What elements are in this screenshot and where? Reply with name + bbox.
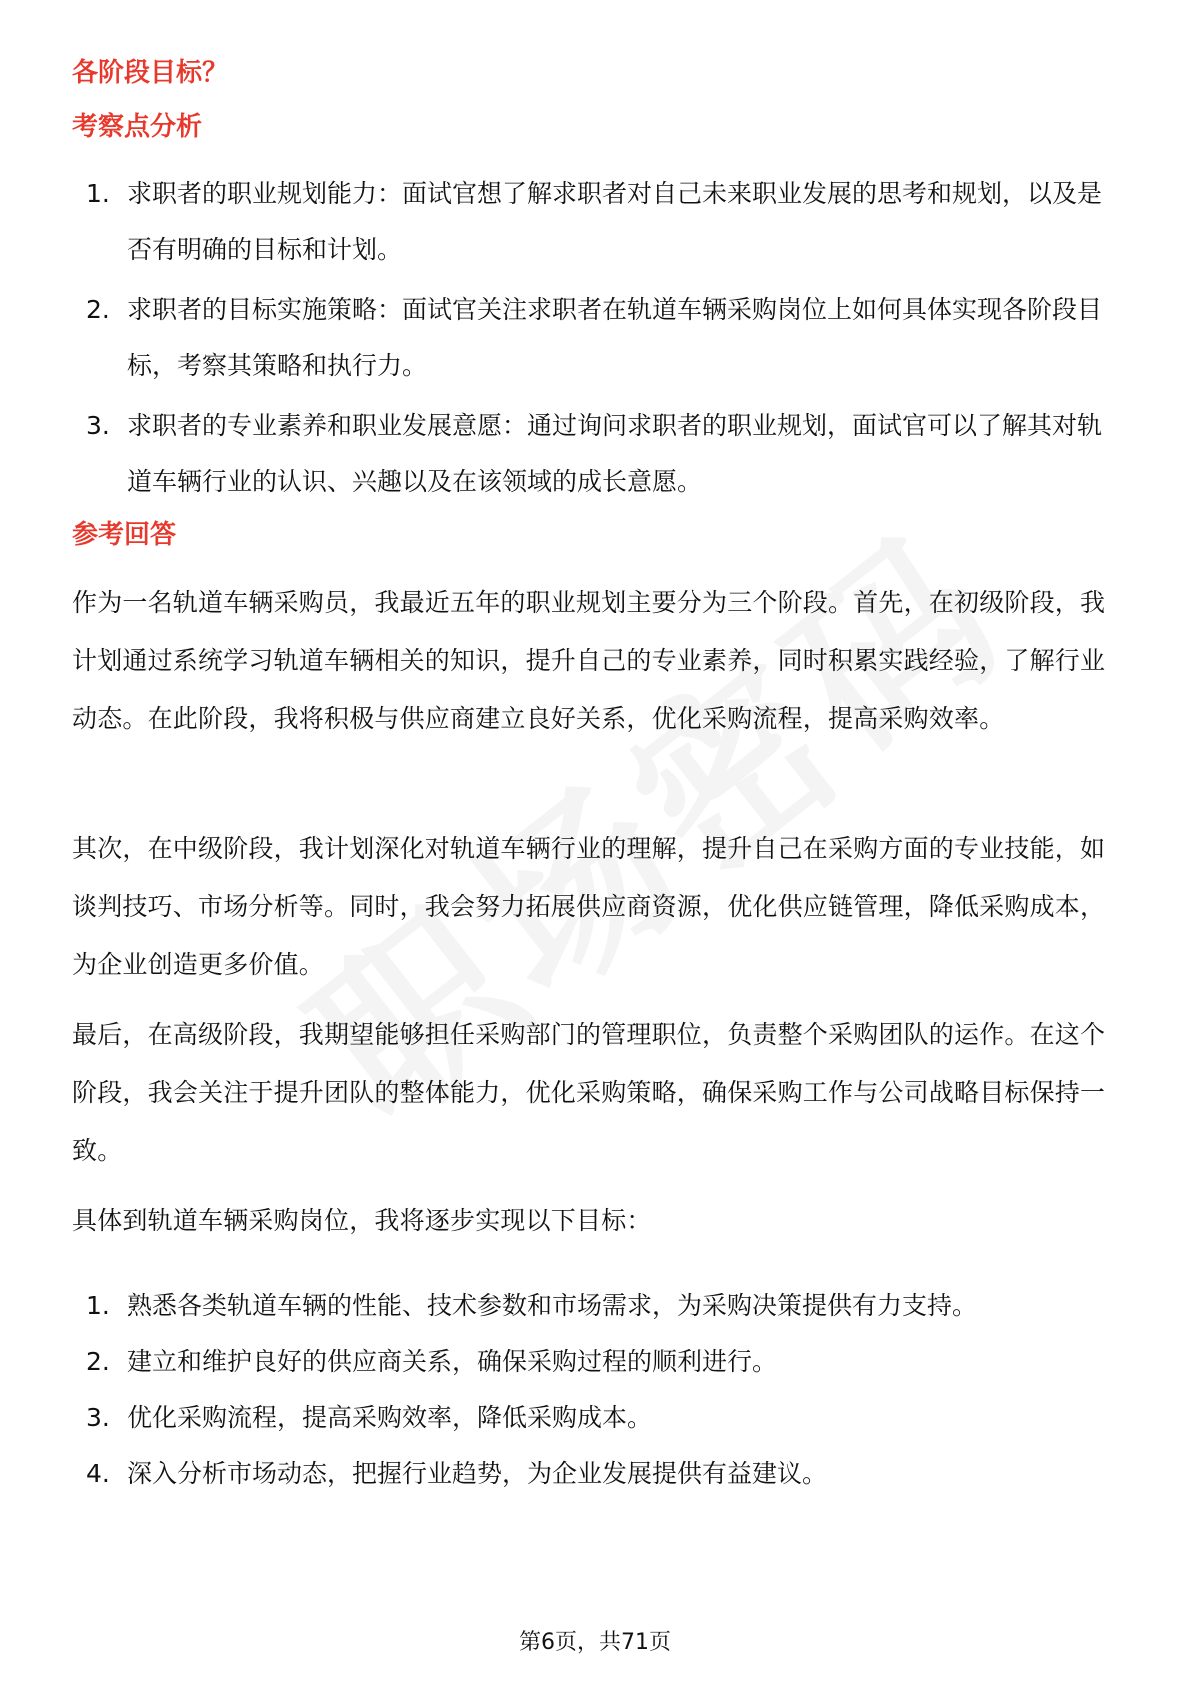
list-item-text: 建立和维护良好的供应商关系，确保采购过程的顺利进行。: [127, 1347, 778, 1376]
answer-paragraph-2: 其次，在中级阶段，我计划深化对轨道车辆行业的理解，提升自己在采购方面的专业技能，如谈判技巧、市场分析等。同时，我会努力拓展供应商资源，优化供应链管理，降低采购成本，为企业创造更多价值。: [72, 834, 1106, 979]
list-item: [72, 166, 1122, 278]
section-heading-goals: 各阶段目标？: [72, 58, 229, 88]
answer-paragraph-3: 最后，在高级阶段，我期望能够担任采购部门的管理职位，负责整个采购团队的运作。在这个阶段，我会关注于提升团队的整体能力，优化采购策略，确保采购工作与公司战略目标保持一致。: [72, 1020, 1106, 1165]
answer-paragraph-4: 具体到轨道车辆采购岗位，我将逐步实现以下目标：: [72, 1206, 652, 1235]
page-footer: 第6页，共71页: [519, 1630, 671, 1655]
analysis-list: [72, 166, 1122, 510]
list-number: 2.: [86, 1347, 110, 1376]
list-item-text: 求职者的目标实施策略：面试官关注求职者在轨道车辆采购岗位上如何具体实现各阶段目标，考察其策略和执行力。: [127, 295, 1103, 380]
list-item: [72, 398, 1122, 510]
list-number: 2.: [86, 295, 110, 324]
list-item: [72, 1446, 1122, 1502]
list-item-text: 熟悉各类轨道车辆的性能、技术参数和市场需求，为采购决策提供有力支持。: [127, 1291, 978, 1320]
section-heading-analysis: 考察点分析: [72, 112, 203, 142]
list-item-text: 优化采购流程，提高采购效率，降低采购成本。: [127, 1403, 653, 1432]
list-item: [72, 1390, 1122, 1446]
goals-list: [72, 1278, 1122, 1502]
answer-paragraph-1: 作为一名轨道车辆采购员，我最近五年的职业规划主要分为三个阶段。首先，在初级阶段，我计划通过系统学习轨道车辆相关的知识，提升自己的专业素养，同时积累实践经验，了解行业动态。在此阶段，我将积极与供应商建立良好关系，优化采购流程，提高采购效率。: [72, 588, 1106, 733]
section-heading-answer: 参考回答: [72, 520, 177, 550]
list-item-text: 深入分析市场动态，把握行业趋势，为企业发展提供有益建议。: [127, 1459, 828, 1488]
list-item: [72, 282, 1122, 394]
list-item-text: 求职者的职业规划能力：面试官想了解求职者对自己未来职业发展的思考和规划，以及是否有明确的目标和计划。: [127, 179, 1103, 264]
list-item: [72, 1334, 1122, 1390]
list-number: 3.: [86, 1403, 110, 1432]
list-number: 3.: [86, 411, 110, 440]
list-number: 1.: [86, 1291, 110, 1320]
list-number: 1.: [86, 179, 110, 208]
list-number: 4.: [86, 1459, 110, 1488]
list-item-text: 求职者的专业素养和职业发展意愿：通过询问求职者的职业规划，面试官可以了解其对轨道车辆行业的认识、兴趣以及在该领域的成长意愿。: [127, 411, 1103, 496]
list-item: [72, 1278, 1122, 1334]
